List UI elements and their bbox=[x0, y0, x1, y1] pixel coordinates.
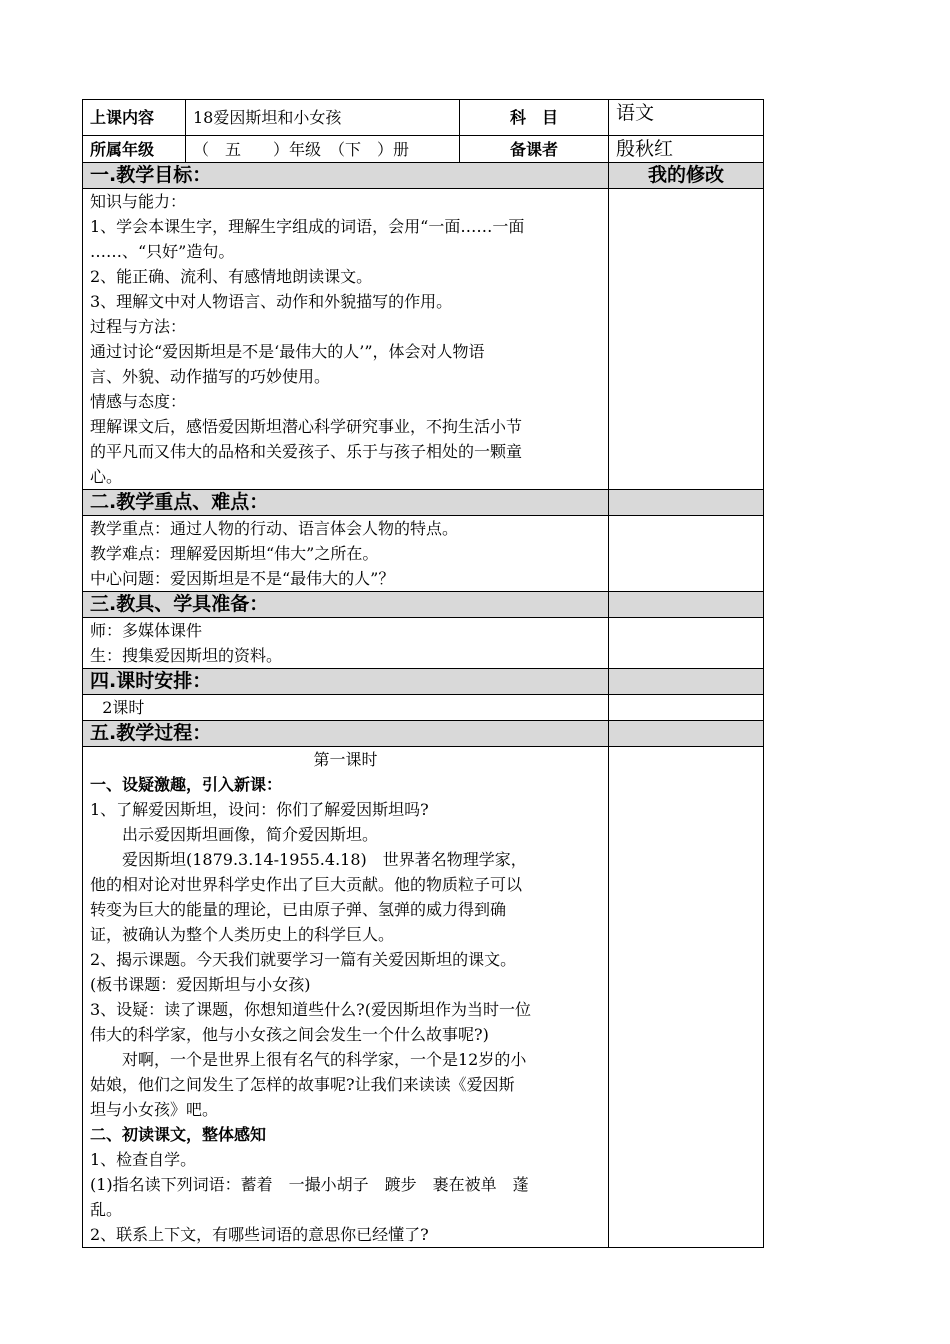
subject-label: 科 目 bbox=[460, 100, 609, 136]
schedule-heading: 四.课时安排： bbox=[83, 669, 609, 695]
revisions-cell bbox=[609, 618, 764, 669]
revisions-cell bbox=[609, 592, 764, 618]
keypoints-heading: 二.教学重点、难点： bbox=[83, 490, 609, 516]
step2-title: 二、初读课文，整体感知 bbox=[90, 1125, 267, 1144]
process-line: 对啊，一个是世界上很有名气的科学家，一个是12岁的小 bbox=[122, 1050, 527, 1069]
goals-line: 理解课文后，感悟爱因斯坦潜心科学研究事业，不拘生活小节 bbox=[90, 417, 523, 436]
keypoints-line: 教学难点：理解爱因斯坦“伟大”之所在。 bbox=[90, 544, 379, 563]
grade-row bbox=[83, 136, 764, 163]
goals-body bbox=[83, 189, 609, 490]
revisions-cell bbox=[609, 490, 764, 516]
process-line: 乱。 bbox=[90, 1200, 123, 1219]
revisions-cell bbox=[609, 695, 764, 721]
subject-value: 语文 bbox=[609, 100, 764, 136]
content-row bbox=[83, 100, 764, 136]
tools-heading: 三.教具、学具准备： bbox=[83, 592, 609, 618]
process-line: 3、设疑：读了课题，你想知道些什么?(爱因斯坦作为当时一位 bbox=[90, 1000, 532, 1019]
goals-body-row bbox=[83, 189, 764, 490]
tools-body bbox=[83, 618, 609, 669]
goals-line: 知识与能力： bbox=[90, 192, 187, 211]
goals-line: 3、理解文中对人物语言、动作和外貌描写的作用。 bbox=[90, 292, 453, 311]
goals-line: 过程与方法： bbox=[90, 317, 187, 336]
revisions-cell bbox=[609, 189, 764, 490]
process-body-row bbox=[83, 747, 764, 1248]
goals-line: 2、能正确、流利、有感情地朗读课文。 bbox=[90, 267, 373, 286]
process-line: 伟大的科学家，他与小女孩之间会发生一个什么故事呢?) bbox=[90, 1025, 489, 1044]
process-line: 1、了解爱因斯坦，设问：你们了解爱因斯坦吗? bbox=[90, 800, 429, 819]
tools-line: 师：多媒体课件 bbox=[90, 621, 203, 640]
tools-line: 生：搜集爱因斯坦的资料。 bbox=[90, 646, 283, 665]
schedule-body-row bbox=[83, 695, 764, 721]
tools-body-row bbox=[83, 618, 764, 669]
step1-title: 一、设疑激趣，引入新课： bbox=[90, 775, 283, 794]
period-title: 第一课时 bbox=[313, 750, 378, 769]
process-line: 2、揭示课题。今天我们就要学习一篇有关爱因斯坦的课文。 bbox=[90, 950, 517, 969]
process-line: 出示爱因斯坦画像，简介爱因斯坦。 bbox=[122, 825, 379, 844]
lesson-plan-table bbox=[82, 99, 764, 1248]
keypoints-line: 中心问题：爱因斯坦是不是“最伟大的人”？ bbox=[90, 569, 395, 588]
process-line: (板书课题：爱因斯坦与小女孩) bbox=[90, 975, 311, 994]
goals-line: ……、“只好”造句。 bbox=[90, 242, 235, 261]
process-line: 坦与小女孩》吧。 bbox=[90, 1100, 219, 1119]
process-line: 爱因斯坦(1879.3.14-1955.4.18) 世界著名物理学家， bbox=[122, 850, 527, 869]
process-line: 2、联系上下文，有哪些词语的意思你已经懂了? bbox=[90, 1225, 429, 1244]
process-line: 转变为巨大的能量的理论，已由原子弹、氢弹的威力得到确 bbox=[90, 900, 507, 919]
process-line: 他的相对论对世界科学史作出了巨大贡献。他的物质粒子可以 bbox=[90, 875, 523, 894]
keypoints-body-row bbox=[83, 516, 764, 592]
goals-line: 通过讨论“爱因斯坦是不是‘最伟大的人’”，体会对人物语 bbox=[90, 342, 485, 361]
keypoints-body bbox=[83, 516, 609, 592]
goals-line: 心。 bbox=[90, 467, 123, 486]
goals-heading-row bbox=[83, 163, 764, 189]
teacher-value: 殷秋红 bbox=[609, 136, 764, 163]
process-line: (1)指名读下列词语：蓄着 一撮小胡子 踱步 裹在被单 蓬 bbox=[90, 1175, 529, 1194]
process-body bbox=[83, 747, 609, 1248]
content-label: 上课内容 bbox=[83, 100, 186, 136]
keypoints-heading-row bbox=[83, 490, 764, 516]
goals-line: 1、学会本课生字，理解生字组成的词语，会用“一面……一面 bbox=[90, 217, 525, 236]
revisions-cell bbox=[609, 747, 764, 1248]
teacher-label: 备课者 bbox=[460, 136, 609, 163]
process-heading-row bbox=[83, 721, 764, 747]
tools-heading-row bbox=[83, 592, 764, 618]
lesson-plan-sheet bbox=[82, 99, 763, 1248]
grade-value: （ 五 ）年级 （下 ）册 bbox=[186, 136, 460, 163]
goals-line: 的平凡而又伟大的品格和关爱孩子、乐于与孩子相处的一颗童 bbox=[90, 442, 523, 461]
revisions-cell bbox=[609, 721, 764, 747]
process-heading: 五.教学过程： bbox=[83, 721, 609, 747]
keypoints-line: 教学重点：通过人物的行动、语言体会人物的特点。 bbox=[90, 519, 459, 538]
content-value: 18爱因斯坦和小女孩 bbox=[186, 100, 460, 136]
process-line: 证，被确认为整个人类历史上的科学巨人。 bbox=[90, 925, 395, 944]
goals-line: 情感与态度： bbox=[90, 392, 187, 411]
process-line: 1、检查自学。 bbox=[90, 1150, 197, 1169]
process-line: 姑娘，他们之间发生了怎样的故事呢?让我们来读读《爱因斯 bbox=[90, 1075, 515, 1094]
goals-line: 言、外貌、动作描写的巧妙使用。 bbox=[90, 367, 331, 386]
goals-heading: 一.教学目标： bbox=[83, 163, 609, 189]
grade-label: 所属年级 bbox=[83, 136, 186, 163]
revisions-cell bbox=[609, 669, 764, 695]
schedule-value: 2课时 bbox=[83, 695, 609, 721]
schedule-heading-row bbox=[83, 669, 764, 695]
revisions-heading: 我的修改 bbox=[609, 163, 764, 189]
revisions-cell bbox=[609, 516, 764, 592]
